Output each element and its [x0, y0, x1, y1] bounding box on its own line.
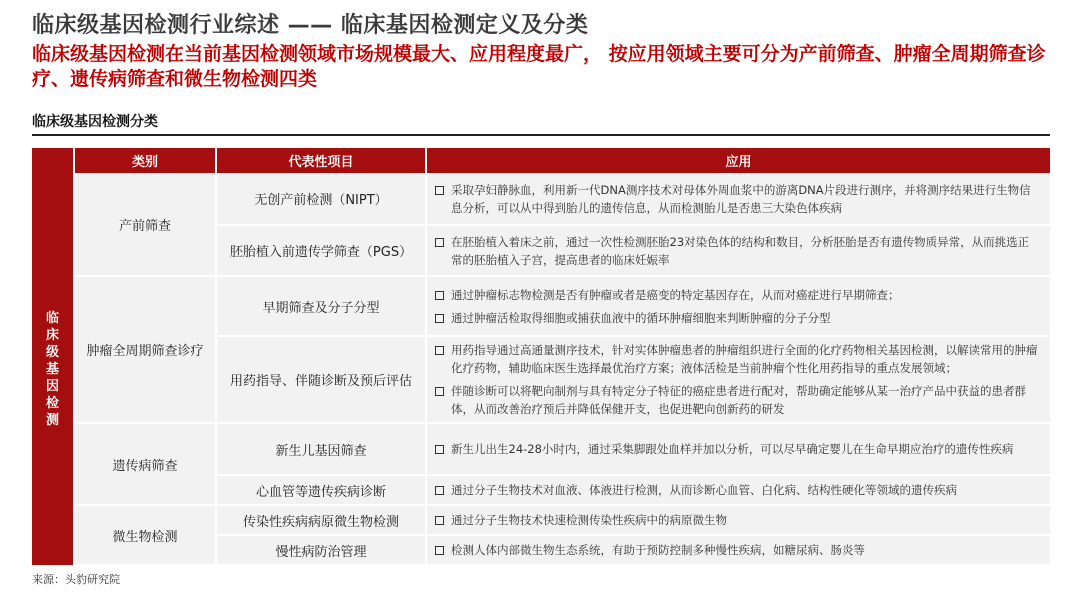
project-nipt: 无创产前检测（NIPT） [216, 173, 426, 225]
list-item: 通过分子生物技术快速检测传染性疾病中的病原微生物 [435, 511, 1038, 529]
checkbox-icon [435, 546, 444, 555]
checkbox-icon [435, 291, 444, 300]
list-item: 在胚胎植入着床之前，通过一次性检测胚胎23对染色体的结构和数目，分析胚胎是否有遗传物质异常，从而挑选正常的胚胎植入子宫，提高患者的临床妊娠率 [435, 233, 1038, 269]
application-pgs [426, 225, 1050, 276]
header-category: 类别 [74, 148, 216, 173]
checkbox-icon [435, 486, 444, 495]
category-microbe: 微生物检测 [74, 505, 216, 565]
project-medication: 用药指导、伴随诊断及预后评估 [216, 336, 426, 423]
project-chronic: 慢性病防治管理 [216, 535, 426, 565]
application-chronic [426, 535, 1050, 565]
list-item: 检测人体内部微生物生态系统，有助于预防控制多种慢性疾病，如糖尿病、肠炎等 [435, 541, 1038, 559]
application-medication [426, 336, 1050, 423]
list-item: 通过肿瘤活检取得细胞或捕获血液中的循环肿瘤细胞来判断肿瘤的分子分型 [435, 309, 1038, 327]
category-prenatal: 产前筛查 [74, 173, 216, 276]
checkbox-icon [435, 387, 444, 396]
list-item: 通过肿瘤标志物检测是否有肿瘤或者是癌变的特定基因存在，从而对癌症进行早期筛查； [435, 286, 1038, 304]
category-genetic: 遗传病筛查 [74, 423, 216, 505]
section-title: 临床级基因检测分类 [32, 114, 158, 130]
checkbox-icon [435, 238, 444, 247]
checkbox-icon [435, 516, 444, 525]
header-corner [32, 148, 74, 173]
table-row [32, 423, 1050, 475]
source-note: 来源：头豹研究院 [32, 573, 120, 586]
list-item: 新生儿出生24-28小时内，通过采集脚跟处血样并加以分析，可以尽早确定婴儿在生命早期应治疗的遗传性疾病 [435, 440, 1038, 458]
section-divider [32, 134, 1050, 136]
list-item: 伴随诊断可以将靶向制剂与具有特定分子特征的癌症患者进行配对，帮助确定能够从某一治疗产品中获益的患者群体，从而改善治疗预后并降低保健开支，也促进靶向创新药的研发 [435, 382, 1038, 418]
page-title: 临床级基因检测行业综述 —— 临床基因检测定义及分类 [32, 13, 589, 38]
project-newborn: 新生儿基因筛查 [216, 423, 426, 475]
application-nipt [426, 173, 1050, 225]
category-tumor: 肿瘤全周期筛查诊疗 [74, 276, 216, 423]
application-infectious [426, 505, 1050, 535]
table-row [32, 505, 1050, 535]
list-item: 采取孕妇静脉血，利用新一代DNA测序技术对母体外周血浆中的游离DNA片段进行测序，并将测序结果进行生物信息分析，可以从中得到胎儿的遗传信息，从而检测胎儿是否患三大染色体疾病 [435, 181, 1038, 217]
side-label: 临床级基因检测 [32, 173, 74, 565]
classification-table [32, 148, 1050, 566]
table-header-row [32, 148, 1050, 173]
header-project: 代表性项目 [216, 148, 426, 173]
checkbox-icon [435, 314, 444, 323]
project-infectious: 传染性疾病病原微生物检测 [216, 505, 426, 535]
list-item: 用药指导通过高通量测序技术，针对实体肿瘤患者的肿瘤组织进行全面的化疗药物相关基因检测，以解读常用的肿瘤化疗药物，辅助临床医生选择最优治疗方案；液体活检是当前肿瘤个性化用药指导的重点发展领域； [435, 341, 1038, 377]
header-application: 应用 [426, 148, 1050, 173]
application-newborn [426, 423, 1050, 475]
application-cardio [426, 475, 1050, 505]
page-subtitle: 临床级基因检测在当前基因检测领域市场规模最大、应用程度最广， 按应用领域主要可分为产前筛查、肿瘤全周期筛查诊疗、遗传病筛查和微生物检测四类 [32, 43, 1046, 90]
checkbox-icon [435, 346, 444, 355]
table-row [32, 173, 1050, 225]
checkbox-icon [435, 445, 444, 454]
project-early-screening: 早期筛查及分子分型 [216, 276, 426, 336]
application-early-screening [426, 276, 1050, 336]
project-cardio: 心血管等遗传疾病诊断 [216, 475, 426, 505]
table-row [32, 276, 1050, 336]
list-item: 通过分子生物技术对血液、体液进行检测，从而诊断心血管、白化病、结构性硬化等领域的遗传疾病 [435, 481, 1038, 499]
project-pgs: 胚胎植入前遗传学筛查（PGS） [216, 225, 426, 276]
checkbox-icon [435, 186, 444, 195]
